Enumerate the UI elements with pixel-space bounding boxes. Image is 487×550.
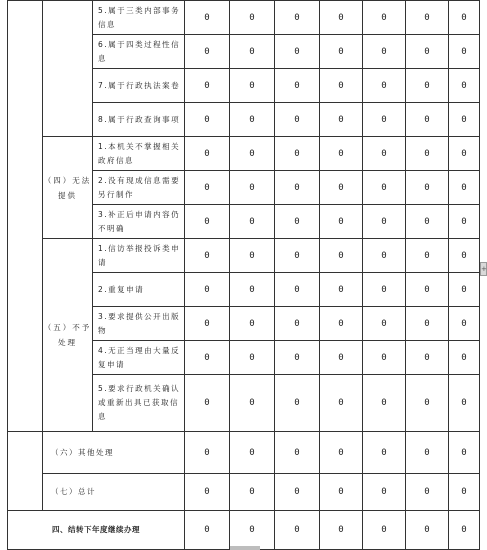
other-processing-label: （六）其他处理 bbox=[43, 432, 185, 474]
table-row bbox=[8, 474, 480, 511]
value-cell: 0 bbox=[275, 103, 320, 137]
value-cell: 0 bbox=[320, 474, 363, 511]
value-cell: 0 bbox=[406, 375, 449, 432]
item-label: 2.重复申请 bbox=[93, 273, 185, 307]
value-cell: 0 bbox=[230, 239, 275, 273]
scroll-handle[interactable]: + bbox=[480, 262, 487, 276]
value-cell: 0 bbox=[363, 69, 406, 103]
value-cell: 0 bbox=[406, 69, 449, 103]
value-cell: 0 bbox=[449, 511, 480, 550]
value-cell: 0 bbox=[363, 474, 406, 511]
group-label: （五）不予处理 bbox=[43, 239, 93, 432]
item-label: 5.要求行政机关确认或重新出具已获取信息 bbox=[93, 375, 185, 432]
value-cell: 0 bbox=[406, 137, 449, 171]
category-column-cell bbox=[8, 432, 43, 511]
item-label: 3.补正后申请内容仍不明确 bbox=[93, 205, 185, 239]
value-cell: 0 bbox=[320, 1, 363, 35]
value-cell: 0 bbox=[185, 341, 230, 375]
value-cell: 0 bbox=[185, 511, 230, 550]
value-cell: 0 bbox=[406, 205, 449, 239]
value-cell: 0 bbox=[230, 375, 275, 432]
value-cell: 0 bbox=[185, 205, 230, 239]
value-cell: 0 bbox=[275, 375, 320, 432]
table-row bbox=[8, 511, 480, 550]
value-cell: 0 bbox=[320, 511, 363, 550]
value-cell: 0 bbox=[363, 375, 406, 432]
value-cell: 0 bbox=[185, 307, 230, 341]
value-cell: 0 bbox=[363, 205, 406, 239]
value-cell: 0 bbox=[363, 307, 406, 341]
group-label bbox=[43, 1, 93, 137]
table-row bbox=[8, 137, 480, 171]
value-cell: 0 bbox=[230, 103, 275, 137]
value-cell: 0 bbox=[275, 69, 320, 103]
value-cell: 0 bbox=[320, 103, 363, 137]
value-cell: 0 bbox=[230, 205, 275, 239]
category-column-cell bbox=[8, 1, 43, 432]
statistics-table bbox=[7, 0, 480, 550]
item-label: 4.无正当理由大量反复申请 bbox=[93, 341, 185, 375]
value-cell: 0 bbox=[320, 137, 363, 171]
table-row bbox=[8, 239, 480, 273]
value-cell: 0 bbox=[275, 35, 320, 69]
item-label: 1.本机关不掌握相关政府信息 bbox=[93, 137, 185, 171]
value-cell: 0 bbox=[320, 432, 363, 474]
value-cell: 0 bbox=[230, 35, 275, 69]
value-cell: 0 bbox=[185, 239, 230, 273]
value-cell: 0 bbox=[230, 432, 275, 474]
value-cell: 0 bbox=[320, 35, 363, 69]
value-cell: 0 bbox=[406, 239, 449, 273]
value-cell: 0 bbox=[230, 341, 275, 375]
group-label: （四）无法提供 bbox=[43, 137, 93, 239]
value-cell: 0 bbox=[449, 1, 480, 35]
value-cell: 0 bbox=[320, 273, 363, 307]
value-cell: 0 bbox=[363, 103, 406, 137]
value-cell: 0 bbox=[185, 35, 230, 69]
value-cell: 0 bbox=[230, 171, 275, 205]
value-cell: 0 bbox=[406, 35, 449, 69]
value-cell: 0 bbox=[230, 511, 275, 550]
value-cell: 0 bbox=[185, 432, 230, 474]
value-cell: 0 bbox=[275, 432, 320, 474]
value-cell: 0 bbox=[275, 474, 320, 511]
value-cell: 0 bbox=[449, 341, 480, 375]
item-label: 5.属于三类内部事务信息 bbox=[93, 1, 185, 35]
value-cell: 0 bbox=[363, 432, 406, 474]
value-cell: 0 bbox=[406, 103, 449, 137]
value-cell: 0 bbox=[320, 341, 363, 375]
table-body bbox=[8, 1, 480, 550]
value-cell: 0 bbox=[275, 307, 320, 341]
value-cell: 0 bbox=[185, 103, 230, 137]
value-cell: 0 bbox=[449, 239, 480, 273]
value-cell: 0 bbox=[230, 137, 275, 171]
value-cell: 0 bbox=[406, 171, 449, 205]
value-cell: 0 bbox=[449, 273, 480, 307]
value-cell: 0 bbox=[449, 474, 480, 511]
value-cell: 0 bbox=[185, 171, 230, 205]
value-cell: 0 bbox=[185, 474, 230, 511]
item-label: 7.属于行政执法案卷 bbox=[93, 69, 185, 103]
table-row bbox=[8, 432, 480, 474]
value-cell: 0 bbox=[449, 375, 480, 432]
value-cell: 0 bbox=[230, 1, 275, 35]
value-cell: 0 bbox=[275, 205, 320, 239]
value-cell: 0 bbox=[275, 137, 320, 171]
value-cell: 0 bbox=[449, 137, 480, 171]
value-cell: 0 bbox=[230, 474, 275, 511]
value-cell: 0 bbox=[406, 511, 449, 550]
value-cell: 0 bbox=[275, 171, 320, 205]
value-cell: 0 bbox=[320, 171, 363, 205]
item-label: 3.要求提供公开出版物 bbox=[93, 307, 185, 341]
value-cell: 0 bbox=[449, 205, 480, 239]
value-cell: 0 bbox=[230, 69, 275, 103]
item-label: 6.属于四类过程性信息 bbox=[93, 35, 185, 69]
value-cell: 0 bbox=[406, 474, 449, 511]
value-cell: 0 bbox=[275, 273, 320, 307]
value-cell: 0 bbox=[406, 307, 449, 341]
value-cell: 0 bbox=[449, 307, 480, 341]
value-cell: 0 bbox=[406, 1, 449, 35]
item-label: 8.属于行政查询事项 bbox=[93, 103, 185, 137]
value-cell: 0 bbox=[406, 273, 449, 307]
value-cell: 0 bbox=[185, 375, 230, 432]
value-cell: 0 bbox=[363, 171, 406, 205]
value-cell: 0 bbox=[185, 273, 230, 307]
value-cell: 0 bbox=[185, 69, 230, 103]
value-cell: 0 bbox=[363, 239, 406, 273]
value-cell: 0 bbox=[275, 1, 320, 35]
item-label: 2.没有现成信息需要另行制作 bbox=[93, 171, 185, 205]
value-cell: 0 bbox=[320, 205, 363, 239]
value-cell: 0 bbox=[363, 1, 406, 35]
value-cell: 0 bbox=[449, 35, 480, 69]
value-cell: 0 bbox=[449, 432, 480, 474]
value-cell: 0 bbox=[320, 239, 363, 273]
value-cell: 0 bbox=[406, 432, 449, 474]
value-cell: 0 bbox=[230, 307, 275, 341]
carryover-label: 四、结转下年度继续办理 bbox=[8, 511, 185, 550]
total-label: （七）总计 bbox=[43, 474, 185, 511]
value-cell: 0 bbox=[449, 69, 480, 103]
value-cell: 0 bbox=[230, 273, 275, 307]
value-cell: 0 bbox=[185, 137, 230, 171]
value-cell: 0 bbox=[363, 137, 406, 171]
value-cell: 0 bbox=[363, 35, 406, 69]
value-cell: 0 bbox=[275, 511, 320, 550]
value-cell: 0 bbox=[275, 239, 320, 273]
value-cell: 0 bbox=[406, 341, 449, 375]
value-cell: 0 bbox=[449, 103, 480, 137]
horizontal-scrollbar[interactable] bbox=[230, 546, 260, 550]
value-cell: 0 bbox=[449, 171, 480, 205]
value-cell: 0 bbox=[363, 273, 406, 307]
item-label: 1.信访举报投诉类申请 bbox=[93, 239, 185, 273]
value-cell: 0 bbox=[363, 341, 406, 375]
value-cell: 0 bbox=[320, 375, 363, 432]
value-cell: 0 bbox=[320, 307, 363, 341]
table-row bbox=[8, 1, 480, 35]
value-cell: 0 bbox=[320, 69, 363, 103]
value-cell: 0 bbox=[185, 1, 230, 35]
value-cell: 0 bbox=[363, 511, 406, 550]
value-cell: 0 bbox=[275, 341, 320, 375]
